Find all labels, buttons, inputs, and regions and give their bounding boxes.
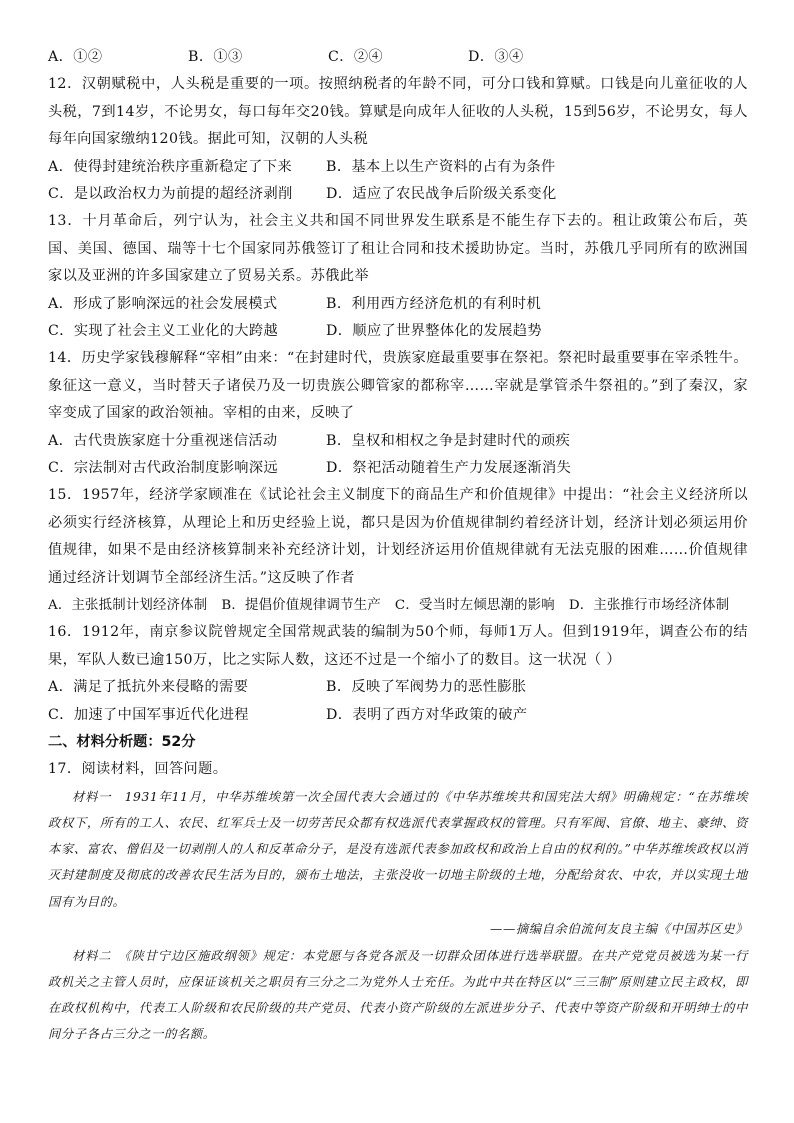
q16-stem: 16．1912年，南京参议院曾规定全国常规武装的编制为50个师，每师1万人。但到1919年，调查公布的结果，军队人数已逾150万，比之实际人数，这还不过是一个缩小了的数目。这一状况（ ）	[48, 624, 748, 668]
q14-options-row2	[48, 455, 748, 482]
q15-stem: 15．1957年，经济学家顾准在《试论社会主义制度下的商品生产和价值规律》中提出：“社会主义经济所以必须实行经济核算，从理论上和历史经验上说，都只是因为价值规律制约着经济计划，经济计划必须运用价值规律，如果不是由经济核算制来补充经济计划，计划经济运用价值规律就有无法克服的困难……价值规律通过经济计划调节全部经济生活。”这反映了作者	[48, 487, 748, 586]
exam-page	[48, 44, 748, 1048]
q17-stem: 17．阅读材料，回答问题。	[48, 761, 228, 778]
q16-option-b[interactable]: B．反映了军阀势力的恶性膨胀	[326, 679, 527, 696]
q12-option-d[interactable]: D．适应了农民战争后阶级关系变化	[326, 186, 557, 202]
q17-material-1-source: ——摘编自余伯流何友良主编《中国苏区史》	[490, 921, 748, 936]
q14-option-c[interactable]: C．宗法制对古代政治制度影响深远	[48, 460, 279, 476]
q14-option-a[interactable]: A．古代贵族家庭十分重视迷信活动	[48, 432, 278, 449]
q11-options	[48, 44, 748, 71]
q13-option-b[interactable]: B．利用西方经济危机的有利时机	[326, 295, 542, 312]
q13-options-row1	[48, 291, 748, 318]
q13-stem: 13．十月革命后，列宁认为，社会主义共和国不同世界发生联系是不能生存下去的。租让政策公布后，英国、美国、德国、瑞等十七个国家同苏俄签订了租让合同和技术援助协定。当时，苏俄几乎同所有的欧洲国家以及亚洲的许多国家建立了贸易关系。苏俄此举	[48, 213, 748, 285]
q17-material-2: 材料二 《陕甘宁边区施政纲领》规定：本党愿与各党各派及一切群众团体进行选举联盟。在共产党党员被选为某一行政机关之主管人员时，应保证该机关之职员有三分之二为党外人士充任。为此中共在特区以“三三制”原则建立民主政权，即在政权机构中，代表工人阶级和农民阶级的共产党员、代表小资产阶级的左派进步分子、代表中等资产阶级和开明绅士的中间分子各占三分之一的名额。	[48, 948, 748, 1042]
q15-option-b[interactable]: B．提倡价值规律调节生产	[221, 598, 381, 614]
q14-stem: 14．历史学家钱穆解释“宰相”由来：“在封建时代，贵族家庭最重要事在祭祀。祭祀时最重要事在宰杀牲牛。象征这一意义，当时替天子诸侯乃及一切贵族公卿管家的都称宰……宰就是掌管杀牛祭祖的。”到了秦汉，家宰变成了国家的政治领袖。宰相的由来，反映了	[48, 350, 748, 422]
q12-option-c[interactable]: C．是以政治权力为前提的超经济剥削	[48, 186, 293, 202]
q11-option-d[interactable]: D．③④	[468, 49, 524, 65]
q15-option-a[interactable]: A．主张抵制计划经济体制	[48, 598, 208, 614]
q16-option-a[interactable]: A．满足了抵抗外来侵略的需要	[48, 679, 249, 696]
q15-options-row	[48, 592, 748, 619]
q16-option-c[interactable]: C．加速了中国军事近代化进程	[48, 706, 249, 723]
q12-stem: 12．汉朝赋税中，人头税是重要的一项。按照纳税者的年龄不同，可分口钱和算赋。口钱是向儿童征收的人头税，7到14岁，不论男女，每口每年交20钱。算赋是向成年人征收的人头税，15到56岁，不论男女，每人每年向国家缴纳120钱。据此可知，汉朝的人头税	[48, 76, 748, 148]
q14-option-b[interactable]: B．皇权和相权之争是封建时代的顽疾	[326, 432, 571, 449]
q11-option-c[interactable]: C．②④	[328, 49, 384, 65]
q14-options-row1	[48, 428, 748, 455]
q13-option-c[interactable]: C．实现了社会主义工业化的大跨越	[48, 323, 279, 339]
q11-option-a[interactable]: A．①②	[48, 49, 103, 65]
q12-options-row1	[48, 154, 748, 181]
q16-options-row1	[48, 674, 748, 701]
q12-options-row2	[48, 181, 748, 208]
q13-option-d[interactable]: D．顺应了世界整体化的发展趋势	[326, 323, 543, 339]
q16-option-d[interactable]: D．表明了西方对华政策的破产	[326, 706, 528, 723]
q16-options-row2	[48, 702, 748, 729]
q15-option-d[interactable]: D．主张推行市场经济体制	[568, 598, 730, 614]
q13-options-row2	[48, 318, 748, 345]
q15-option-c[interactable]: C．受当时左倾思潮的影响	[394, 598, 555, 614]
q13-option-a[interactable]: A．形成了影响深远的社会发展模式	[48, 295, 278, 312]
q17-material-1: 材料一 1931年11月，中华苏维埃第一次全国代表大会通过的《中华苏维埃共和国宪法大纲》明确规定：“在苏维埃政权下，所有的工人、农民、红军兵士及一切劳苦民众都有权选派代表掌握政权的管理。只有军阀、官僚、地主、豪绅、资本家、富农、僧侣及一切剥削人的人和反革命分子，是没有选派代表参加政权和政治上自由的权利的。”中华苏维埃政权以消灭封建制度及彻底的改善农民生活为目的，颁布土地法，主张没收一切地主阶级的土地，分配给贫农、中农，并以实现土地国有为目的。	[48, 789, 748, 909]
q12-option-b[interactable]: B．基本上以生产资料的占有为条件	[326, 158, 556, 175]
section2-title: 二、材料分析题：52分	[48, 734, 196, 750]
q11-option-b[interactable]: B．①③	[188, 49, 243, 65]
q12-option-a[interactable]: A．使得封建统治秩序重新稳定了下来	[48, 158, 293, 175]
q14-option-d[interactable]: D．祭祀活动随着生产力发展逐渐消失	[326, 460, 572, 476]
